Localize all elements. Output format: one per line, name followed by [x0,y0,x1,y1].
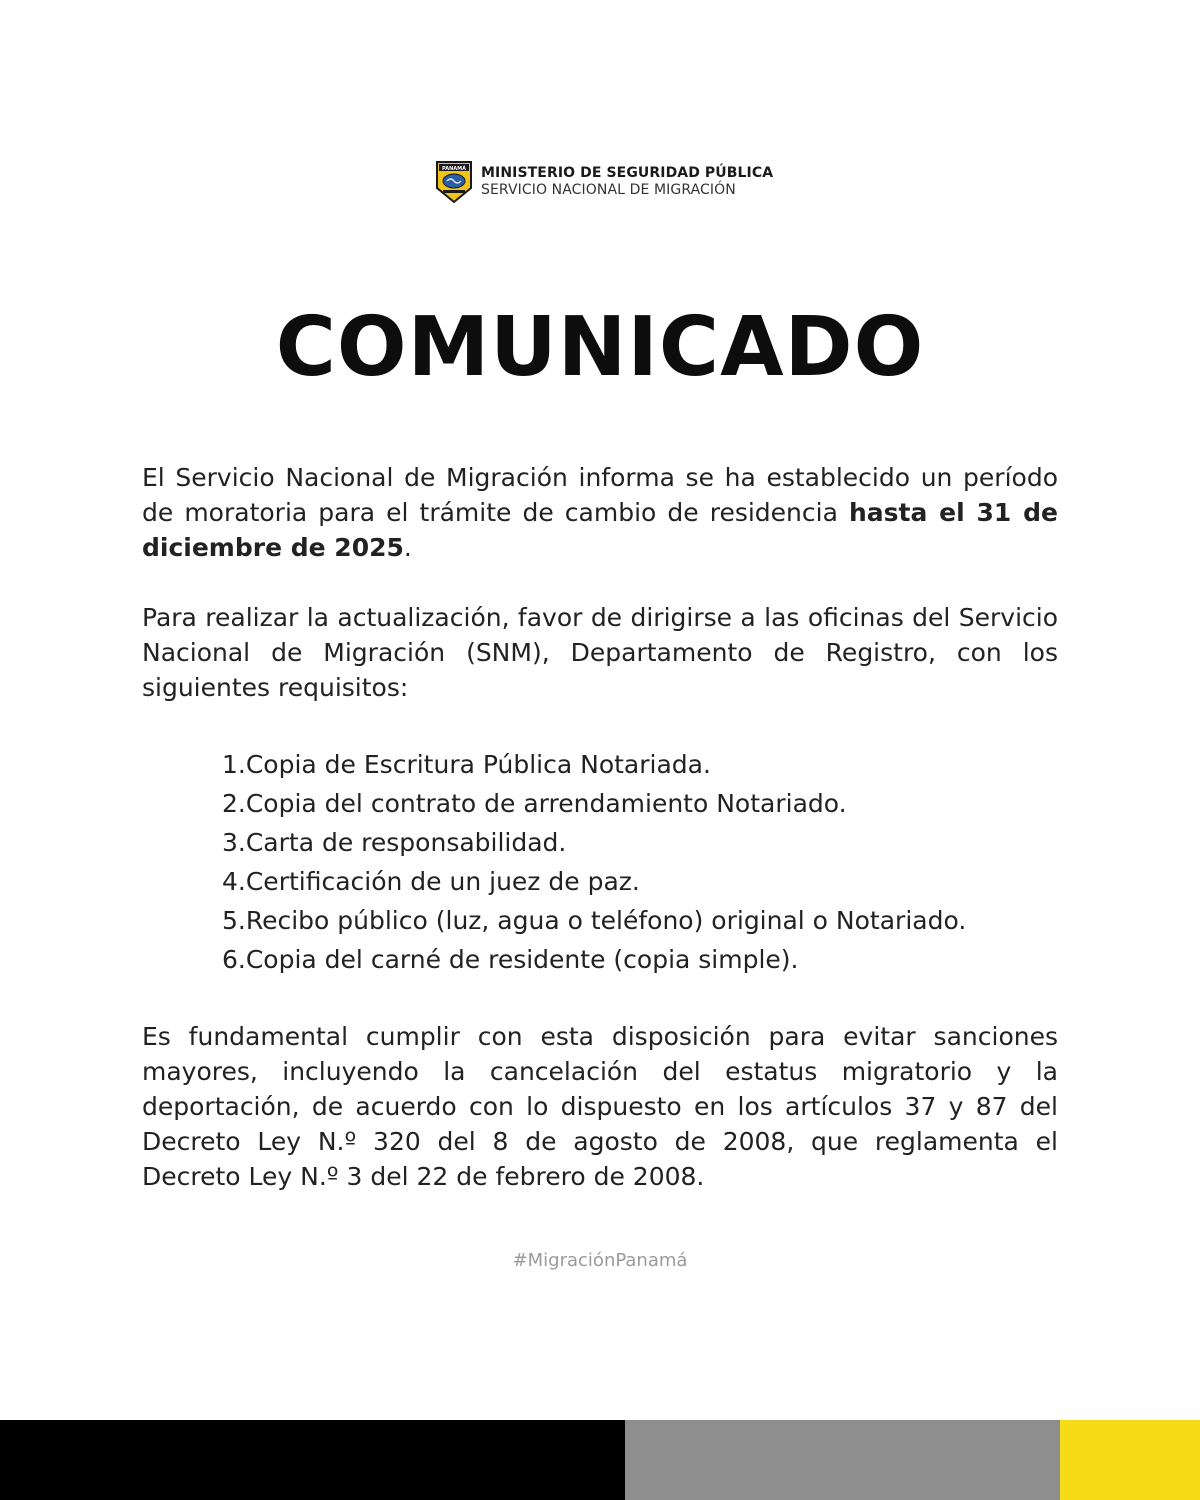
paragraph-moratorium-end: . [403,533,412,562]
paragraph-moratorium [142,460,1058,565]
paragraph-moratorium-text: El Servicio Nacional de Migración informa se ha establecido un período de moratoria para el trámite de cambio de residencia [142,463,1058,527]
hashtag: #MigraciónPanamá [512,1250,688,1271]
page-title: COMUNICADO [275,300,925,395]
footer-bar-gray [625,1420,1060,1500]
list-item: 2.Copia del contrato de arrendamiento Notariado. [222,789,847,818]
footer-bar-yellow [1060,1420,1200,1500]
header [435,160,773,204]
paragraph-warning: Es fundamental cumplir con esta disposición para evitar sanciones mayores, incluyendo la cancelación del estatus migratorio y la deportación, de acuerdo con lo dispuesto en los artículos 37 y 87 del Decreto Ley N.º 320 del 8 de agosto de 2008, que reglamenta el Decreto Ley N.º 3 del 22 de febrero de 2008. [142,1022,1058,1191]
logo-text: PANAMÁ [442,166,466,172]
paragraph-instructions: Para realizar la actualización, favor de dirigirse a las oficinas del Servicio Nacional de Migración (SNM), Departamento de Registro, con los siguientes requisitos: [142,603,1058,702]
list-item: 3.Carta de responsabilidad. [222,828,567,857]
footer-bar-black [0,1420,625,1500]
list-item: 6.Copia del carné de residente (copia simple). [222,945,799,974]
list-item: 4.Certificación de un juez de paz. [222,867,640,896]
service-name: SERVICIO NACIONAL DE MIGRACIÓN [481,182,736,198]
deadline-date: hasta el 31 de diciembre de 2025 [142,498,1058,562]
requirements-list [222,745,1058,979]
ministry-name: MINISTERIO DE SEGURIDAD PÚBLICA [481,164,774,181]
communique-body [142,460,1058,1194]
list-item: 5.Recibo público (luz, agua o teléfono) original o Notariado. [222,906,967,935]
list-item: 1.Copia de Escritura Pública Notariada. [222,750,711,779]
panama-shield-icon [435,160,473,204]
